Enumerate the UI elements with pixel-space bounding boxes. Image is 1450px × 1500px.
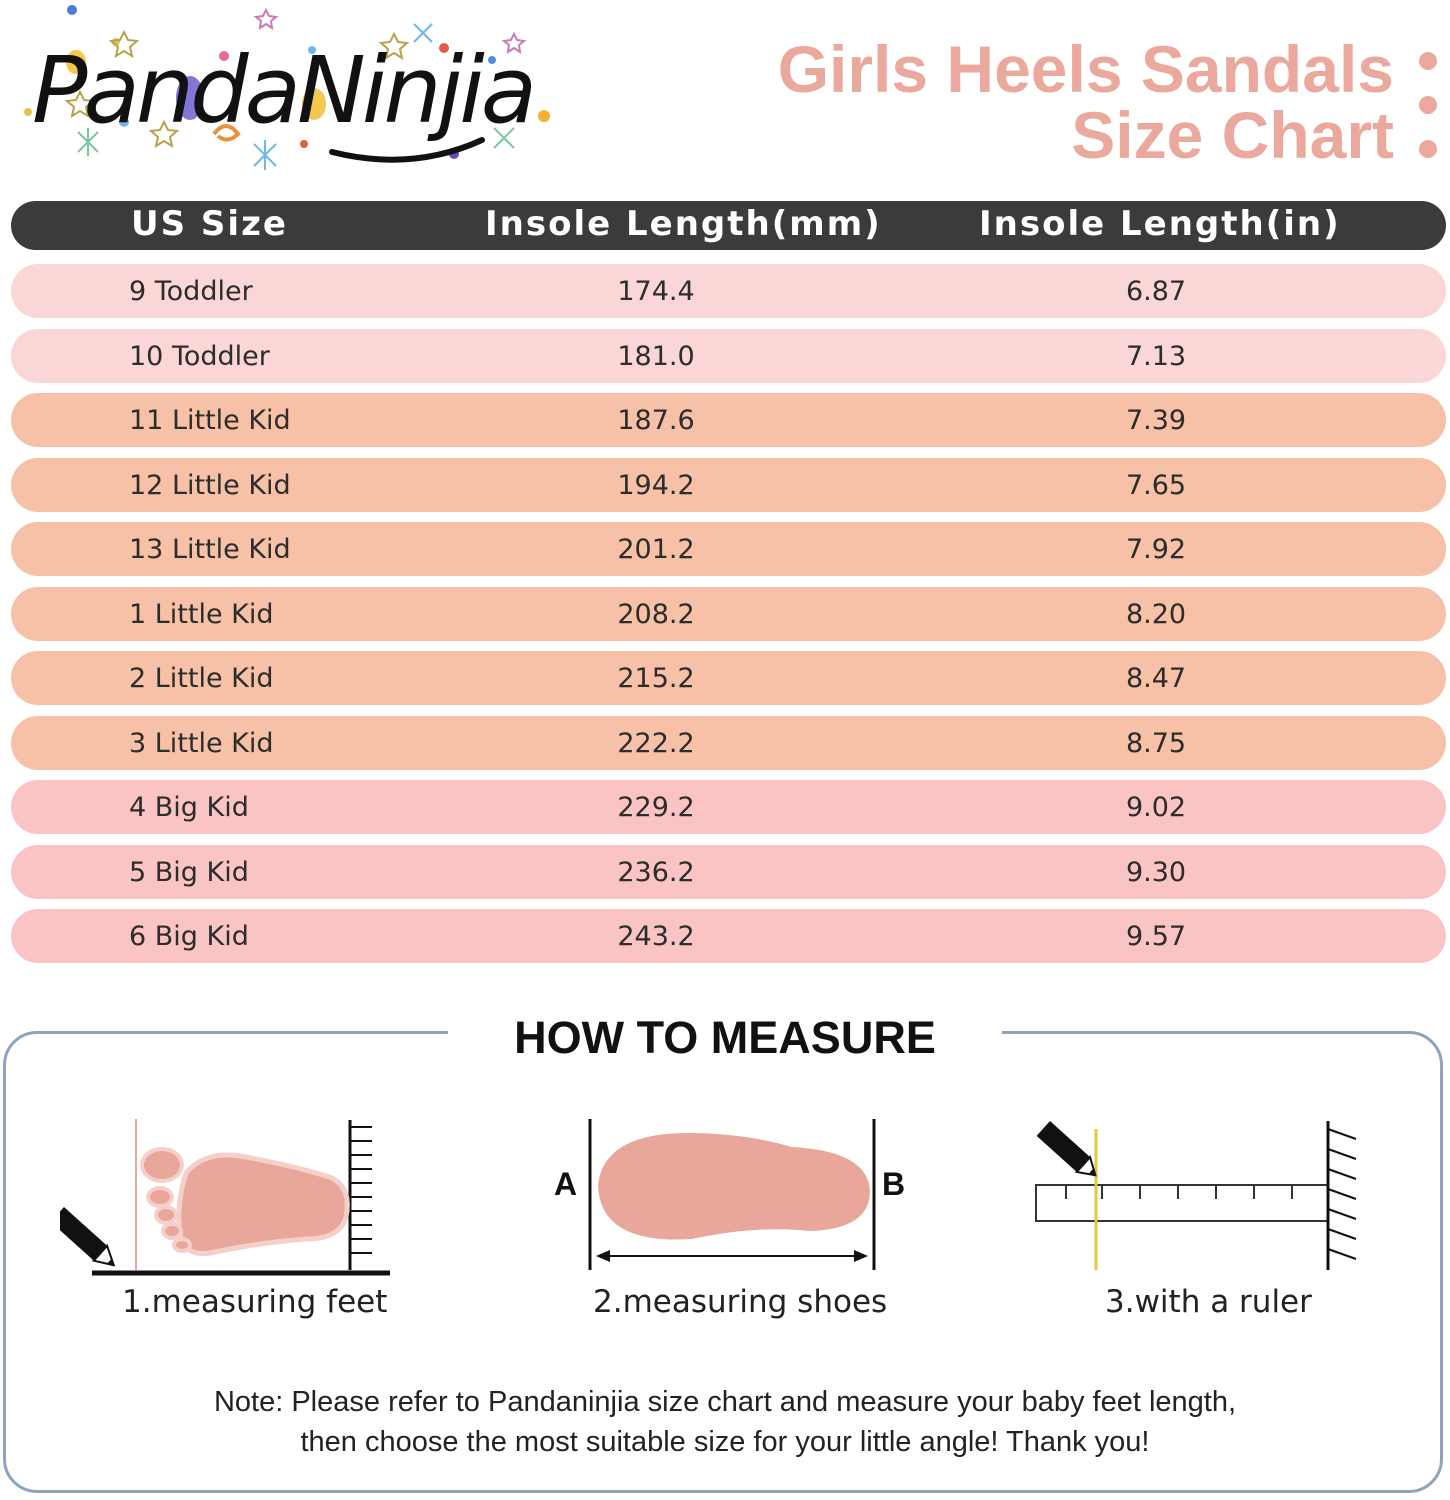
- cell-insole-in: 7.39: [1125, 405, 1187, 436]
- insole-label-b: B: [882, 1166, 906, 1202]
- table-row: [11, 845, 1446, 899]
- table-row: [11, 522, 1446, 576]
- cell-insole-mm: 181.0: [617, 340, 695, 372]
- page-title-line1: Girls Heels Sandals: [777, 32, 1394, 106]
- cell-insole-in: 9.57: [1125, 921, 1187, 952]
- cell-insole-in: 9.30: [1125, 856, 1187, 888]
- table-row: [11, 393, 1446, 447]
- cell-us-size: 1 Little Kid: [129, 598, 274, 630]
- table-row: [11, 780, 1446, 834]
- cell-insole-mm: 187.6: [617, 405, 695, 436]
- cell-insole-mm: 215.2: [617, 663, 695, 694]
- table-row: [11, 264, 1446, 318]
- page-title-line2: Size Chart: [1071, 98, 1394, 172]
- ruler-icon: [1030, 1115, 1370, 1285]
- cell-us-size: 13 Little Kid: [129, 534, 291, 565]
- table-row: [11, 651, 1446, 705]
- cell-us-size: 10 Toddler: [129, 340, 270, 372]
- cell-us-size: 12 Little Kid: [129, 469, 291, 501]
- table-row: [11, 329, 1446, 383]
- cell-insole-mm: 236.2: [617, 856, 695, 888]
- cell-insole-mm: 208.2: [617, 598, 695, 630]
- cell-insole-in: 7.13: [1125, 340, 1187, 372]
- cell-us-size: 2 Little Kid: [129, 663, 274, 694]
- title-dots-decoration: [1416, 48, 1440, 164]
- brand-logo-text: PandaNinjia: [32, 37, 534, 144]
- measure-note: [0, 1382, 1450, 1462]
- cell-insole-in: 8.75: [1125, 727, 1187, 759]
- cell-insole-in: 8.47: [1125, 663, 1187, 694]
- cell-insole-mm: 222.2: [617, 727, 695, 759]
- header-insole-mm: Insole Length(mm): [485, 204, 882, 244]
- cell-us-size: 11 Little Kid: [129, 405, 291, 436]
- step-2-caption: 2.measuring shoes: [593, 1284, 888, 1320]
- table-header: [11, 201, 1446, 250]
- cell-us-size: 4 Big Kid: [129, 792, 249, 823]
- table-row: [11, 716, 1446, 770]
- table-row: [11, 458, 1446, 512]
- cell-insole-in: 8.20: [1125, 598, 1187, 630]
- measure-note-line1: Note: Please refer to Pandaninjia size chart and measure your baby feet length,: [213, 1386, 1237, 1418]
- cell-insole-in: 7.65: [1125, 469, 1187, 501]
- cell-us-size: 5 Big Kid: [129, 856, 249, 888]
- insole-label-a: A: [554, 1166, 578, 1202]
- cell-insole-in: 9.02: [1125, 792, 1187, 823]
- foot-icon: [60, 1115, 400, 1285]
- how-to-measure-title: HOW TO MEASURE: [514, 1012, 936, 1063]
- cell-insole-mm: 229.2: [617, 792, 695, 823]
- cell-insole-mm: 194.2: [617, 469, 695, 501]
- step-3-caption: 3.with a ruler: [1105, 1284, 1312, 1320]
- cell-us-size: 3 Little Kid: [129, 727, 274, 759]
- cell-insole-mm: 201.2: [617, 534, 695, 565]
- brand-logo-art: [14, 4, 559, 182]
- cell-insole-mm: 174.4: [617, 276, 695, 307]
- header-insole-in: Insole Length(in): [979, 204, 1341, 244]
- measure-note-line2: then choose the most suitable size for your little angle! Thank you!: [300, 1426, 1150, 1458]
- cell-insole-in: 7.92: [1125, 534, 1187, 565]
- table-row: [11, 909, 1446, 963]
- cell-insole-mm: 243.2: [617, 921, 695, 952]
- cell-us-size: 9 Toddler: [129, 276, 253, 307]
- brand-logo: [14, 4, 559, 182]
- table-row: [11, 587, 1446, 641]
- cell-us-size: 6 Big Kid: [129, 921, 249, 952]
- step-1-caption: 1.measuring feet: [122, 1284, 388, 1320]
- header-us-size: US Size: [131, 204, 288, 244]
- page-title: [777, 32, 1394, 172]
- cell-insole-in: 6.87: [1125, 276, 1187, 307]
- insole-icon: [548, 1115, 918, 1285]
